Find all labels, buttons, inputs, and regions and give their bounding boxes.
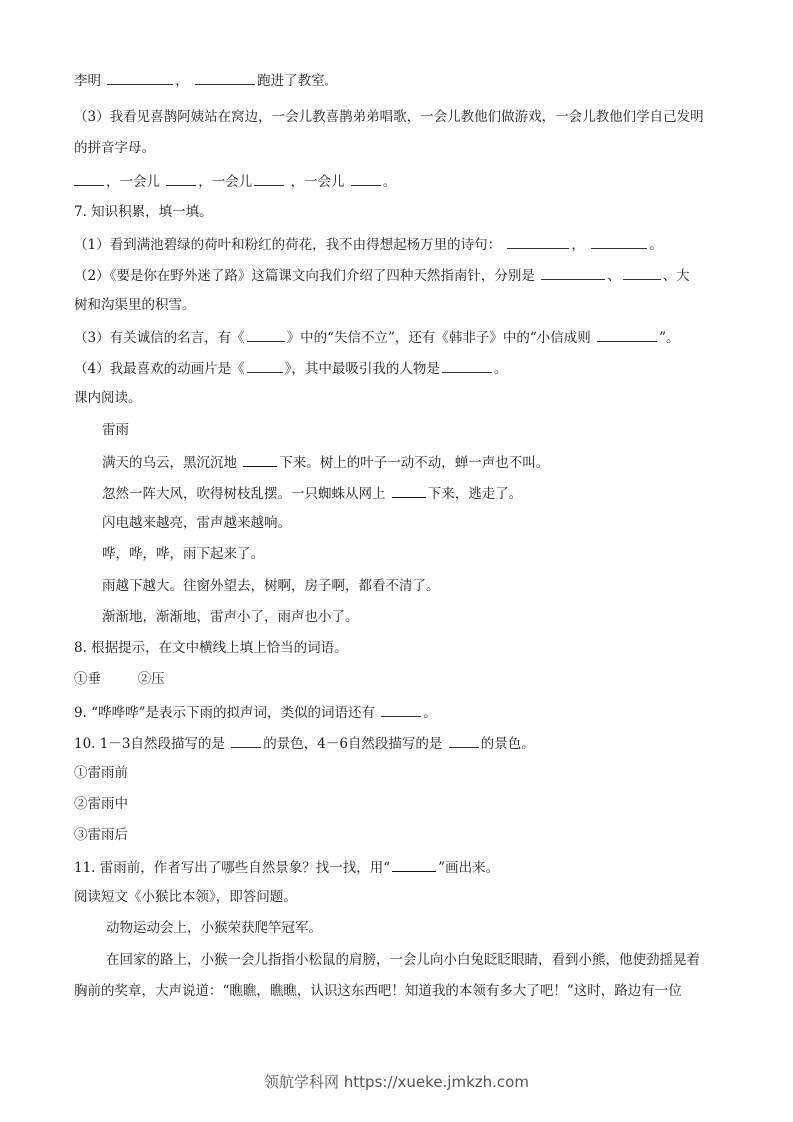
q10-option-2: ②雷雨中 <box>74 796 128 812</box>
q6-part3-text-cont: 的拼音字母。 <box>74 140 155 156</box>
reading2-paragraph: 在回家的路上，小猴一会儿指指小松鼠的肩膀，一会儿向小白兔眨眨眼睛，看到小熊，他使劲摇晃着 <box>106 952 700 968</box>
answer-blank[interactable] <box>74 171 104 186</box>
answer-blank[interactable] <box>541 265 605 280</box>
answer-blank[interactable] <box>392 483 426 498</box>
q7-title: 7. 知识积累，填一填。 <box>74 204 213 220</box>
reading1-paragraph: 闪电越来越亮，雷声越来越响。 <box>102 515 291 531</box>
reading2-paragraph: 动物运动会上，小猴荣获爬竿冠军。 <box>106 920 322 936</box>
q8-hints: ①垂 ②压 <box>74 671 165 687</box>
q9: 9. “哗哗哗”是表示下雨的拟声词，类似的词语还有 。 <box>74 702 437 722</box>
q10: 10. 1－3自然段描写的是 的景色，4－6自然段描写的是 的景色。 <box>74 733 535 753</box>
footer-watermark: 领航学科网 https://xueke.jmkzh.com <box>264 1073 529 1091</box>
reading1-heading: 课内阅读。 <box>74 390 142 406</box>
q8-title: 8. 根据提示，在文中横线上填上恰当的词语。 <box>74 640 348 656</box>
reading1-paragraph: 雨越下越大。往窗外望去，树啊，房子啊，都看不清了。 <box>102 578 440 594</box>
reading1-paragraph: 忽然一阵大风，吹得树枝乱摆。一只蜘蛛从网上 下来，逃走了。 <box>102 483 522 503</box>
reading1-title: 雷雨 <box>102 422 129 438</box>
q7-part1: （1）看到满池碧绿的荷叶和粉红的荷花，我不由得想起杨万里的诗句： ， 。 <box>74 234 663 254</box>
reading1-paragraph: 满天的乌云，黑沉沉地 下来。树上的叶子一动不动，蝉一声也不叫。 <box>102 452 549 472</box>
answer-blank[interactable] <box>247 327 285 342</box>
answer-blank[interactable] <box>351 171 381 186</box>
answer-blank[interactable] <box>195 70 255 85</box>
answer-blank[interactable] <box>623 265 661 280</box>
reading1-paragraph: 哗，哗，哗，雨下起来了。 <box>102 546 264 562</box>
answer-blank[interactable] <box>449 733 479 748</box>
reading1-paragraph: 渐渐地，渐渐地，雷声小了，雨声也小了。 <box>102 609 359 625</box>
q7-part3: （3）有关诚信的名言，有《 》中的“失信不立”，还有《韩非子》中的“小信成则 ”。 <box>74 327 680 347</box>
answer-blank[interactable] <box>597 327 657 342</box>
q10-option-1: ①雷雨前 <box>74 765 128 781</box>
q7-part2-cont: 树和沟渠里的积雪。 <box>74 297 196 313</box>
q11: 11. 雷雨前，作者写出了哪些自然景象？找一找，用“ ”画出来。 <box>74 857 499 877</box>
answer-blank[interactable] <box>381 702 421 717</box>
answer-blank[interactable] <box>166 171 196 186</box>
reading2-paragraph-cont: 胸前的奖章，大声说道：“瞧瞧，瞧瞧，认识这东西吧！知道我的本领有多大了吧！”这时，路边有一位 <box>74 983 682 999</box>
q6-part2-answer-line: 李明 ， 跑进了教室。 <box>74 70 335 92</box>
answer-blank[interactable] <box>392 857 436 872</box>
answer-blank[interactable] <box>591 234 647 249</box>
q6-part3-text: （3）我看见喜鹊阿姨站在窝边，一会儿教喜鹊弟弟唱歌，一会儿教他们做游戏，一会儿教他们学自己发明 <box>74 109 704 125</box>
q7-part2: （2）《要是你在野外迷了路》这篇课文向我们介绍了四种天然指南针，分别是 、 、大 <box>74 265 690 285</box>
reading2-heading: 阅读短文《小猴比本领》，即答问题。 <box>74 889 297 905</box>
answer-blank[interactable] <box>507 234 569 249</box>
q7-part4: （4）我最喜欢的动画片是《 》，其中最吸引我的人物是 。 <box>74 358 507 378</box>
answer-blank[interactable] <box>247 358 283 373</box>
answer-blank[interactable] <box>254 171 284 186</box>
answer-blank[interactable] <box>107 70 173 85</box>
answer-blank[interactable] <box>442 358 492 373</box>
q6-part3-answer-line: ，一会儿 ，一会儿 ，一会儿 。 <box>74 171 396 191</box>
answer-blank[interactable] <box>243 452 277 467</box>
answer-blank[interactable] <box>231 733 261 748</box>
q10-option-3: ③雷雨后 <box>74 827 128 843</box>
